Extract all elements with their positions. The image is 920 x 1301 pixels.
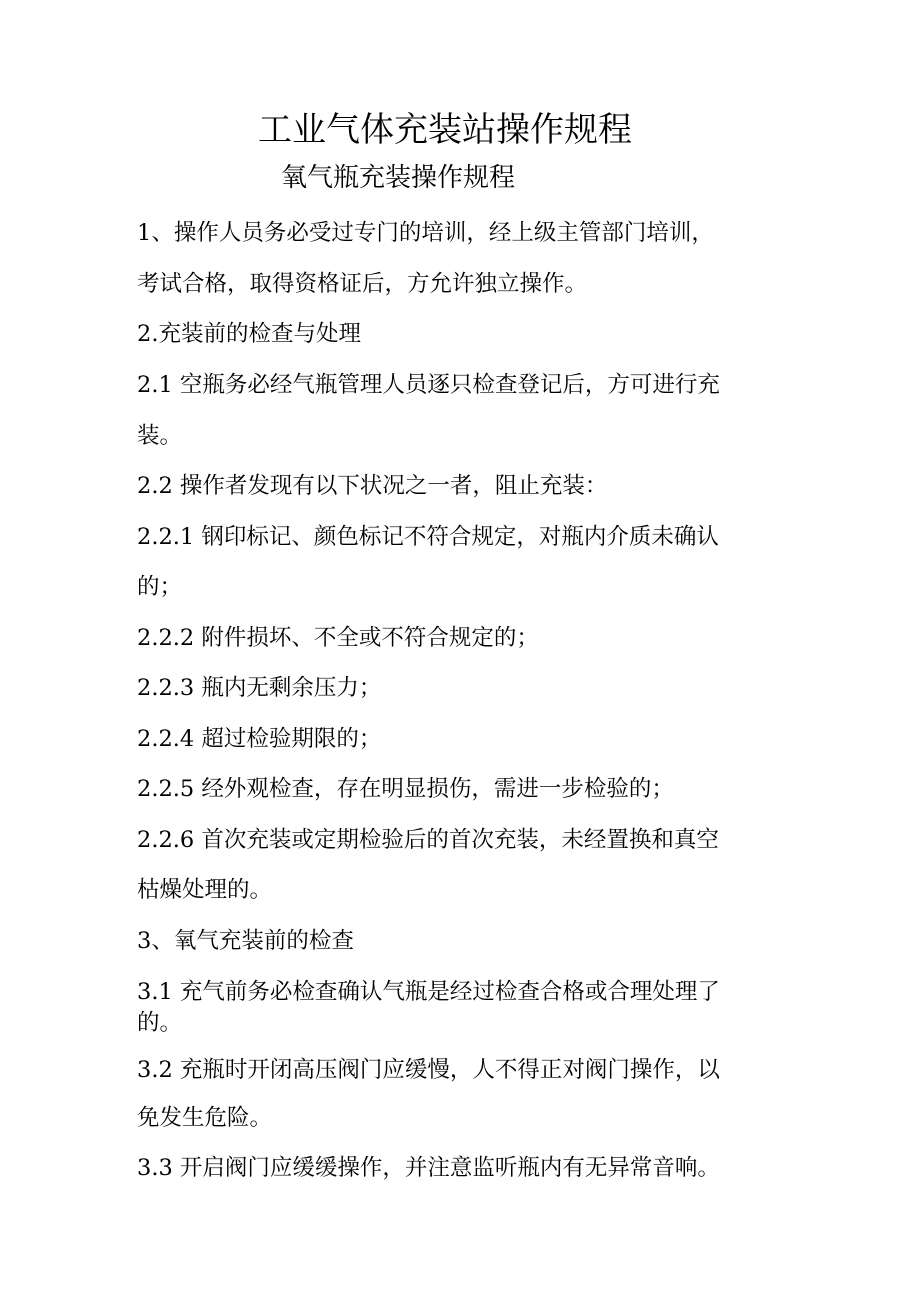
paragraph-line: 2.2.6 首次充装或定期检验后的首次充装，未经置换和真空 [137, 827, 719, 853]
paragraph-line: 免发生危险。 [137, 1105, 273, 1131]
section-heading: 2.充装前的检查与处理 [137, 321, 361, 347]
paragraph-line: 3.2 充瓶时开闭高压阀门应缓慢，人不得正对阀门操作，以 [137, 1057, 720, 1083]
paragraph-line: 2.2.3 瓶内无剩余压力； [137, 675, 382, 701]
paragraph-line: 3.3 开启阀门应缓缓操作，并注意监听瓶内有无异常音响。 [137, 1155, 720, 1181]
paragraph-line: 考试合格，取得资格证后，方允许独立操作。 [137, 271, 588, 297]
document-subtitle: 氧气瓶充装操作规程 [281, 163, 516, 193]
paragraph-line: 2.2.1 钢印标记、颜色标记不符合规定，对瓶内介质未确认 [137, 524, 719, 550]
paragraph-line: 枯燥处理的。 [137, 877, 273, 903]
paragraph-line: 3.1 充气前务必检查确认气瓶是经过检查合格或合理处理了 [137, 979, 720, 1005]
paragraph-line: 的； [137, 574, 183, 600]
paragraph-line: 2.2.4 超过检验期限的； [137, 726, 382, 752]
paragraph-line: 装。 [137, 423, 183, 449]
paragraph-line: 的。 [137, 1010, 183, 1036]
paragraph-line: 2.2.2 附件损坏、不全或不符合规定的； [137, 625, 539, 651]
paragraph-line: 1、操作人员务必受过专门的培训，经上级主管部门培训， [137, 220, 714, 246]
section-heading: 3、氧气充装前的检查 [137, 928, 354, 954]
paragraph-line: 2.2 操作者发现有以下状况之一者，阻止充装： [137, 473, 608, 499]
paragraph-line: 2.1 空瓶务必经气瓶管理人员逐只检查登记后，方可进行充 [137, 372, 720, 398]
paragraph-line: 2.2.5 经外观检查，存在明显损伤，需进一步检验的； [137, 776, 674, 802]
document-title: 工业气体充装站操作规程 [258, 110, 632, 150]
